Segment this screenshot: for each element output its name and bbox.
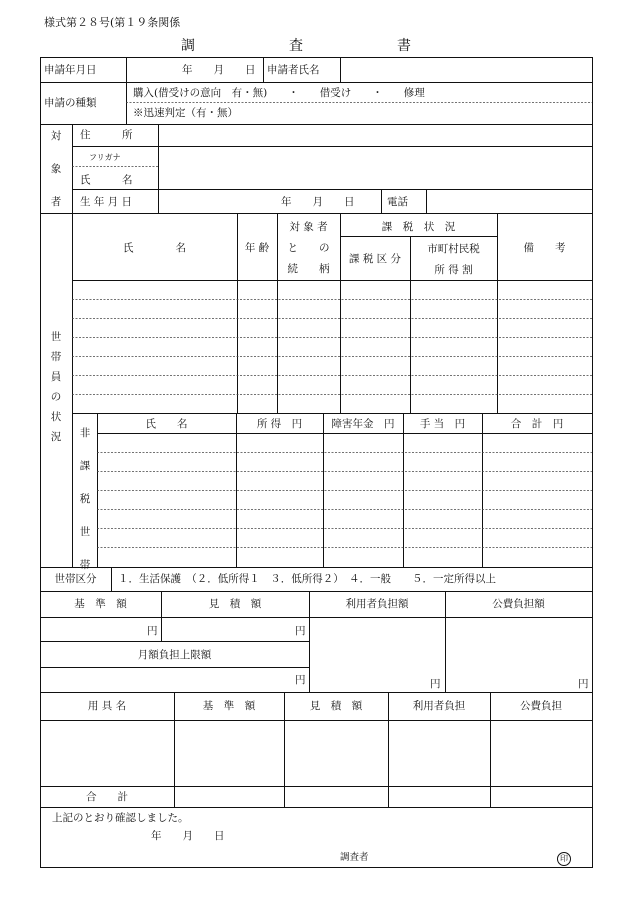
household-member-rows[interactable] (73, 281, 592, 413)
header-nt-allowance: 手 当 円 (419, 418, 466, 430)
subject-name-field[interactable] (160, 148, 590, 188)
label-birthdate: 生 年 月 日 (80, 196, 133, 208)
non-taxable-rows[interactable] (98, 434, 592, 567)
household-side-label: 世 帯 員 の 状 況 (50, 331, 62, 443)
page-title: 調 査 書 (181, 38, 451, 54)
subject-side-label: 対 象 者 (50, 130, 62, 208)
label-applicant-name: 申請者氏名 (267, 64, 320, 76)
header-remarks: 備 考 (523, 242, 566, 254)
header-nt-income: 所 得 円 (256, 418, 303, 430)
header-estimate-amount: 見 積 額 (208, 598, 262, 610)
label-items-total: 合 計 (86, 791, 128, 803)
header-item-user-burden: 利用者負担 (412, 700, 466, 712)
standard-amount-yen[interactable]: 円 (147, 625, 158, 637)
address-field[interactable] (160, 126, 590, 145)
header-relation-3: 続 柄 (287, 263, 330, 275)
estimate-amount-yen[interactable]: 円 (295, 625, 306, 637)
user-burden-yen[interactable]: 円 (430, 678, 441, 690)
birthdate-field[interactable]: 年 月 日 (281, 196, 355, 208)
form-number: 様式第２８号(第１９条関係 (44, 16, 181, 29)
header-municipal-tax-2: 所 得 割 (434, 264, 473, 276)
header-item-name: 用 具 名 (87, 700, 127, 712)
label-monthly-cap: 月額負担上限額 (137, 649, 212, 661)
header-nt-pension: 障害年金 円 (331, 418, 395, 430)
header-age: 年 齢 (244, 242, 270, 254)
label-application-type: 申請の種類 (44, 97, 97, 109)
label-address: 住 所 (80, 129, 133, 141)
monthly-cap-yen[interactable]: 円 (295, 674, 306, 686)
label-phone: 電話 (387, 196, 408, 208)
label-household-class: 世帯区分 (54, 573, 97, 585)
application-type-options[interactable]: 購入(借受けの意向 有・無) ・ 借受け ・ 修理 (133, 87, 425, 99)
header-public-burden: 公費負担額 (492, 598, 545, 610)
phone-field[interactable] (428, 191, 590, 212)
label-application-date: 申請年月日 (44, 64, 97, 76)
confirm-statement: 上記のとおり確認しました。 (52, 812, 189, 824)
public-burden-yen[interactable]: 円 (578, 678, 589, 690)
header-nt-total: 合 計 円 (510, 418, 564, 430)
header-user-burden: 利用者負担額 (345, 598, 409, 610)
applicant-name-field[interactable] (342, 59, 590, 81)
header-tax-class: 課 税 区 分 (348, 253, 401, 265)
application-date-field[interactable]: 年 月 日 (182, 64, 256, 76)
header-household-name: 氏 名 (123, 242, 186, 254)
header-item-public-burden: 公費負担 (520, 700, 562, 712)
header-tax-status: 課 税 状 況 (381, 221, 456, 233)
header-nt-name: 氏 名 (145, 418, 188, 430)
quick-judgement-option[interactable]: ※迅速判定（有・無） (133, 107, 238, 119)
item-rows[interactable] (41, 721, 592, 786)
label-name: 氏 名 (80, 174, 133, 186)
label-investigator: 調査者 (340, 852, 369, 863)
header-relation-2: と の (287, 242, 330, 254)
household-class-options[interactable]: １．生活保護 （２．低所得１ ３．低所得２） ４．一般 ５．一定所得以上 (118, 573, 496, 585)
header-municipal-tax-1: 市町村民税 (427, 243, 480, 255)
header-item-estimate: 見 積 額 (309, 700, 363, 712)
non-taxable-side-label: 非 課 税 世 帯 (79, 427, 91, 571)
header-item-standard: 基 準 額 (202, 700, 256, 712)
confirm-date-field[interactable]: 年 月 日 (151, 830, 225, 842)
header-relation-1: 対 象 者 (289, 221, 328, 233)
seal-icon[interactable]: 印 (557, 852, 571, 866)
header-standard-amount: 基 準 額 (74, 598, 127, 610)
label-furigana: フリガナ (89, 153, 121, 162)
